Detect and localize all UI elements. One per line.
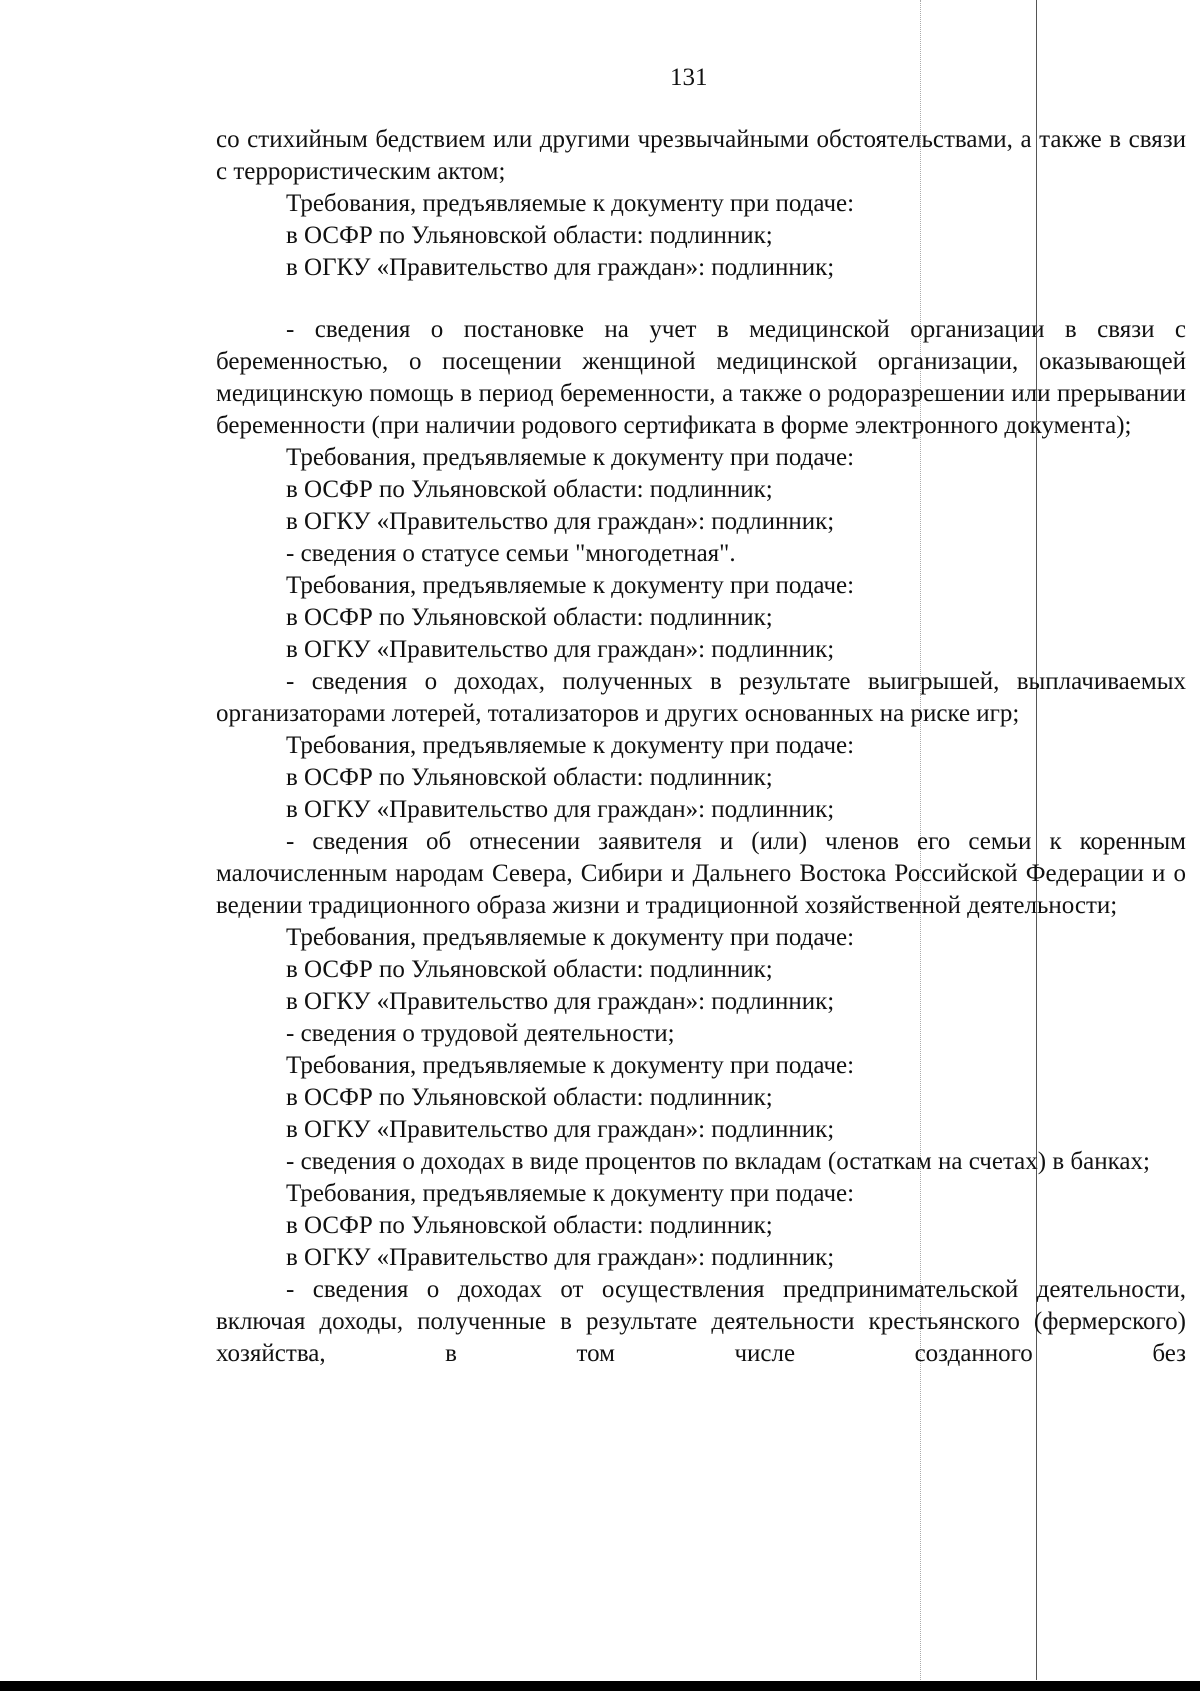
paragraph: в ОСФР по Ульяновской области: подлинник; (286, 956, 773, 983)
paragraph: в ОГКУ «Правительство для граждан»: подлинник; (286, 508, 835, 535)
paragraph: - сведения о доходах в виде процентов по вкладам (остаткам на счетах) в банках; (286, 1148, 1150, 1175)
paragraph: в ОГКУ «Правительство для граждан»: подлинник; (286, 636, 835, 663)
paragraph: в ОСФР по Ульяновской области: подлинник; (286, 764, 773, 791)
paragraph: - сведения о доходах, полученных в результате выигрышей, выплачиваемых организаторами лотерей, тотализаторов и других основанных на риске игр; (216, 668, 1186, 727)
paragraph: в ОСФР по Ульяновской области: подлинник; (286, 476, 773, 503)
document-body (216, 124, 1186, 1370)
paragraph: Требования, предъявляемые к документу при подаче: (286, 444, 855, 471)
paragraph: в ОСФР по Ульяновской области: подлинник; (286, 1084, 773, 1111)
paragraph: в ОГКУ «Правительство для граждан»: подлинник; (286, 1116, 835, 1143)
paragraph: - сведения о постановке на учет в медицинской организации в связи с беременностью, о посещении женщиной медицинской организации, оказывающей медицинскую помощь в период беременности, а также о родоразрешении или прерывании беременности (при наличии родового сертификата в форме электронного документа); (216, 316, 1186, 439)
paragraph: в ОСФР по Ульяновской области: подлинник; (286, 604, 773, 631)
paragraph: Требования, предъявляемые к документу при подаче: (286, 1052, 855, 1079)
paragraph: Требования, предъявляемые к документу при подаче: (286, 572, 855, 599)
paragraph: Требования, предъявляемые к документу при подаче: (286, 190, 855, 217)
paragraph: в ОГКУ «Правительство для граждан»: подлинник; (286, 1244, 835, 1271)
scan-bottom-border (0, 1681, 1200, 1691)
paragraph: в ОСФР по Ульяновской области: подлинник; (286, 1212, 773, 1239)
paragraph: - сведения об отнесении заявителя и (или) членов его семьи к коренным малочисленным народам Севера, Сибири и Дальнего Востока Российской Федерации и о ведении традиционного образа жизни и традиционной хозяйственной деятельности; (216, 828, 1186, 919)
paragraph: - сведения о трудовой деятельности; (286, 1020, 675, 1047)
paragraph: - сведения о статусе семьи "многодетная". (286, 540, 736, 567)
paragraph: в ОГКУ «Правительство для граждан»: подлинник; (286, 796, 835, 823)
paragraph: в ОГКУ «Правительство для граждан»: подлинник; (286, 254, 835, 281)
paragraph: в ОСФР по Ульяновской области: подлинник; (286, 222, 773, 249)
paragraph: Требования, предъявляемые к документу при подаче: (286, 1180, 855, 1207)
paragraph-spacer (216, 284, 1186, 314)
paragraph: Требования, предъявляемые к документу при подаче: (286, 732, 855, 759)
page-number: 131 (670, 64, 708, 91)
paragraph: в ОГКУ «Правительство для граждан»: подлинник; (286, 988, 835, 1015)
paragraph: Требования, предъявляемые к документу при подаче: (286, 924, 855, 951)
paragraph: - сведения о доходах от осуществления предпринимательской деятельности, включая доходы, полученные в результате деятельности крестьянского (фермерского) хозяйства, в том числе созданного без (216, 1276, 1186, 1367)
paragraph: со стихийным бедствием или другими чрезвычайными обстоятельствами, а также в связи с террористическим актом; (216, 126, 1186, 185)
